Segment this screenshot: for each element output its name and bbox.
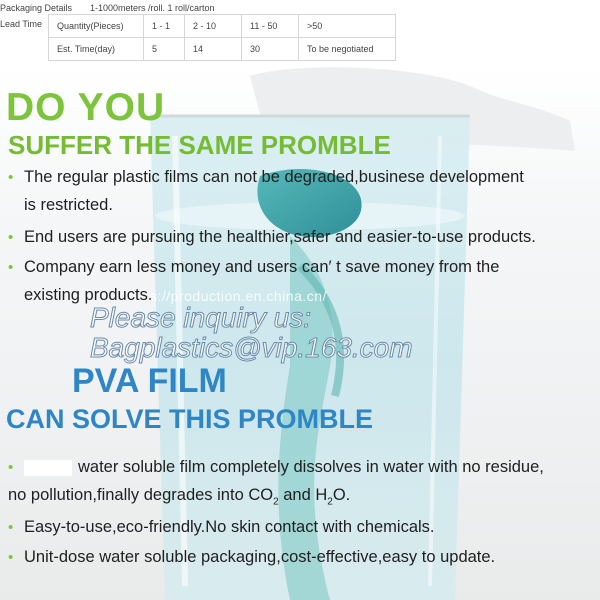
problem-text-cont: existing products. — [24, 286, 153, 304]
table-row — [49, 15, 396, 38]
solution-text: Easy-to-use,eco-friendly.No skin contact with chemicals. — [24, 518, 435, 536]
solution-text-part: O. — [332, 486, 351, 504]
heading-solve: CAN SOLVE THIS PROMBLE — [6, 404, 374, 434]
table-row — [49, 38, 396, 61]
inquiry-text: Please inquiry us: — [90, 302, 312, 333]
table-cell: 11 - 50 — [242, 15, 299, 38]
heading-pva-film: PVA FILM — [72, 362, 227, 400]
heading-suffer: SUFFER THE SAME PROMBLE — [8, 130, 391, 160]
bullet-icon: • — [8, 229, 14, 246]
solution-text: water soluble film completely dissolves in water with no residue, — [78, 458, 544, 476]
list-item — [8, 168, 524, 215]
product-image — [0, 66, 600, 600]
problem-text: End users are pursuing the healthier,safer and easier-to-use products. — [24, 228, 536, 246]
packaging-value: 1-1000meters /roll. 1 roll/carton — [90, 3, 215, 13]
list-item — [8, 548, 495, 567]
list-item — [8, 458, 544, 507]
bullet-icon: • — [8, 259, 14, 276]
problem-text: Company earn less money and users can′ t save money from the — [24, 258, 500, 276]
table-cell: 5 — [144, 38, 185, 61]
problem-text: The regular plastic films can not be degraded,businese development — [24, 168, 524, 186]
bullet-icon: • — [8, 169, 14, 186]
list-item — [8, 518, 435, 537]
table-cell: 2 - 10 — [185, 15, 242, 38]
table-cell: Est. Time(day) — [49, 38, 144, 61]
bullet-icon: • — [8, 519, 14, 536]
problem-text-cont: is restricted. — [24, 196, 113, 214]
heading-do-you: DO YOU — [6, 86, 166, 129]
subscript: 2 — [273, 496, 279, 508]
table-cell: 14 — [185, 38, 242, 61]
bullet-icon: • — [8, 549, 14, 566]
solution-text: Unit-dose water soluble packaging,cost-effective,easy to update. — [24, 548, 496, 566]
solution-text-part: no pollution,finally degrades into CO — [8, 486, 274, 504]
product-info-strip — [0, 0, 600, 66]
subscript: 2 — [327, 496, 333, 508]
watermark-url: s://production.en.china.cn/ — [150, 288, 327, 304]
table-cell: 30 — [242, 38, 299, 61]
packaging-label: Packaging Details — [0, 3, 73, 13]
redacted-brand — [24, 460, 72, 476]
bullet-icon: • — [8, 459, 14, 476]
table-cell: 1 - 1 — [144, 15, 185, 38]
lead-time-table — [48, 14, 396, 61]
solution-text-part: and H — [278, 486, 328, 504]
table-cell: To be negotiated — [299, 38, 396, 61]
solution-text-cont — [8, 486, 544, 507]
table-cell: Quantity(Pieces) — [49, 15, 144, 38]
table-cell: >50 — [299, 15, 396, 38]
lead-time-label: Lead Time — [0, 19, 43, 29]
list-item — [8, 228, 536, 247]
contact-email: Bagplastics@vip.163.com — [90, 332, 413, 363]
